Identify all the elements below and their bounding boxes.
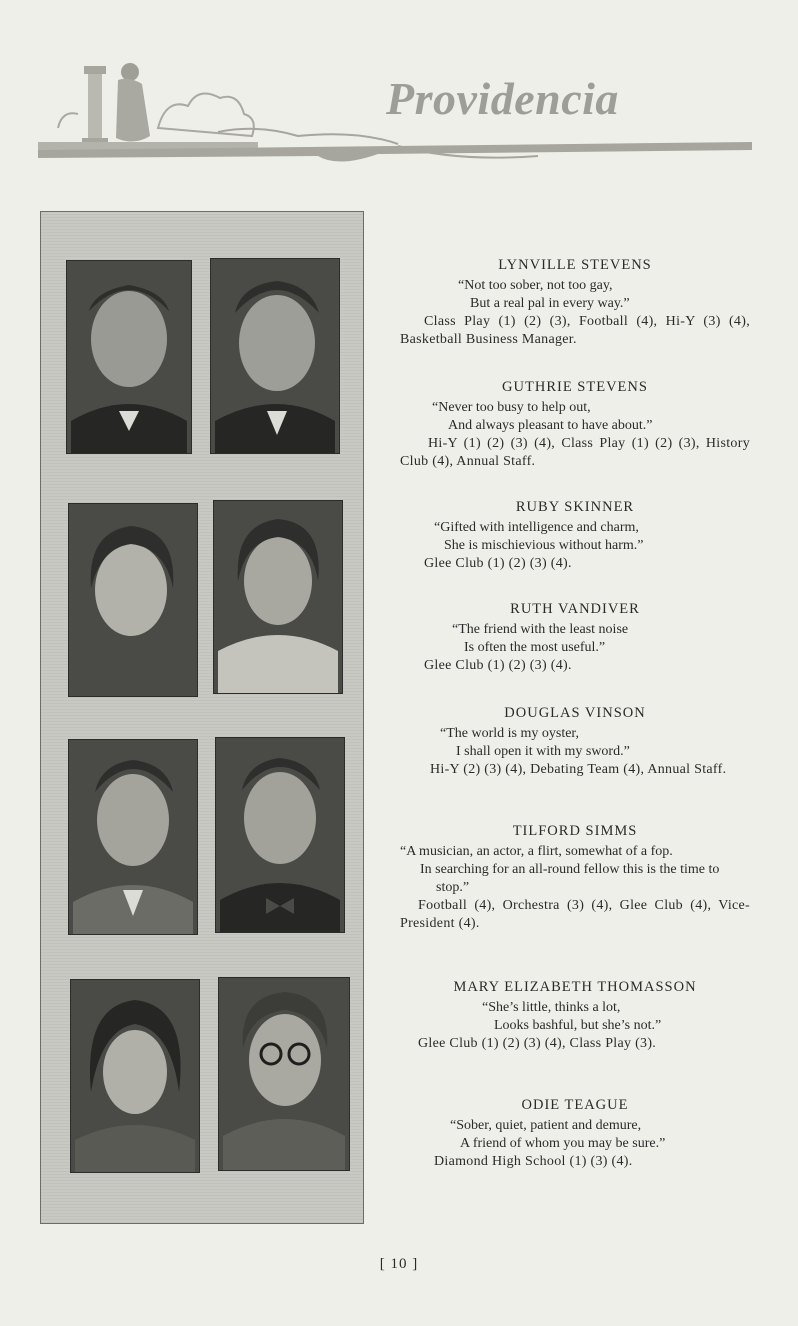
portrait-photo-odie-teague	[218, 977, 350, 1171]
student-quote: “Gifted with intelligence and charm, She is mischievious without harm.”	[434, 520, 644, 553]
portrait-photo-ruth-vandiver	[213, 500, 343, 694]
student-activities: Diamond High School (1) (3) (4).	[434, 1154, 633, 1169]
student-activities: Hi-Y (2) (3) (4), Debating Team (4), Annual Staff.	[430, 762, 727, 777]
student-entry	[400, 822, 750, 933]
page-number: [ 10 ]	[379, 1256, 419, 1272]
student-quote: “The world is my oyster, I shall open it with my sword.”	[440, 726, 630, 759]
student-name: GUTHRIE STEVENS	[502, 379, 648, 395]
student-name: MARY ELIZABETH THOMASSON	[453, 979, 697, 995]
photo-panel	[40, 211, 364, 1224]
student-quote: “Never too busy to help out, And always pleasant to have about.”	[432, 400, 653, 433]
student-name: LYNVILLE STEVENS	[498, 257, 652, 273]
student-entry	[400, 498, 750, 573]
portrait-photo-ruby-skinner	[68, 503, 198, 697]
student-quote: “Sober, quiet, patient and demure, A friend of whom you may be sure.”	[450, 1118, 666, 1151]
portrait-photo-mary-elizabeth-thomasson	[70, 979, 200, 1173]
portrait-photo-tilford-simms	[215, 737, 345, 933]
student-quote: “She’s little, thinks a lot, Looks bashful, but she’s not.”	[482, 1000, 662, 1033]
student-name: DOUGLAS VINSON	[504, 705, 646, 721]
student-activities: Football (4), Orchestra (3) (4), Glee Club (4), Vice-President (4).	[400, 898, 750, 931]
student-activities: Glee Club (1) (2) (3) (4), Class Play (3).	[418, 1036, 657, 1051]
student-name: RUBY SKINNER	[515, 499, 635, 515]
student-quote: “The friend with the least noise Is often the most useful.”	[452, 622, 629, 655]
yearbook-title: Providencia	[386, 73, 619, 124]
student-entry	[400, 378, 750, 471]
student-quote: “Not too sober, not too gay, But a real pal in every way.”	[458, 278, 630, 311]
portrait-photo-douglas-vinson	[68, 739, 198, 935]
student-entry	[400, 600, 750, 675]
student-name: RUTH VANDIVER	[510, 601, 640, 617]
student-name: TILFORD SIMMS	[512, 823, 638, 839]
student-quote: “A musician, an actor, a flirt, somewhat of a fop. In searching for an all-round fellow this is the time to stop.”	[400, 844, 720, 895]
student-activities: Class Play (1) (2) (3), Football (4), Hi-Y (3) (4), Basketball Business Manager.	[400, 314, 750, 347]
portrait-photo-guthrie-stevens	[210, 258, 340, 454]
student-entry	[400, 256, 750, 349]
student-activities: Hi-Y (1) (2) (3) (4), Class Play (1) (2) (3), History Club (4), Annual Staff.	[400, 436, 750, 469]
student-name: ODIE TEAGUE	[521, 1097, 629, 1113]
student-entry	[400, 1096, 750, 1171]
student-entry	[400, 978, 750, 1053]
student-entry	[400, 704, 750, 779]
portrait-photo-lynville-stevens	[66, 260, 192, 454]
student-activities: Glee Club (1) (2) (3) (4).	[424, 556, 572, 571]
student-activities: Glee Club (1) (2) (3) (4).	[424, 658, 572, 673]
